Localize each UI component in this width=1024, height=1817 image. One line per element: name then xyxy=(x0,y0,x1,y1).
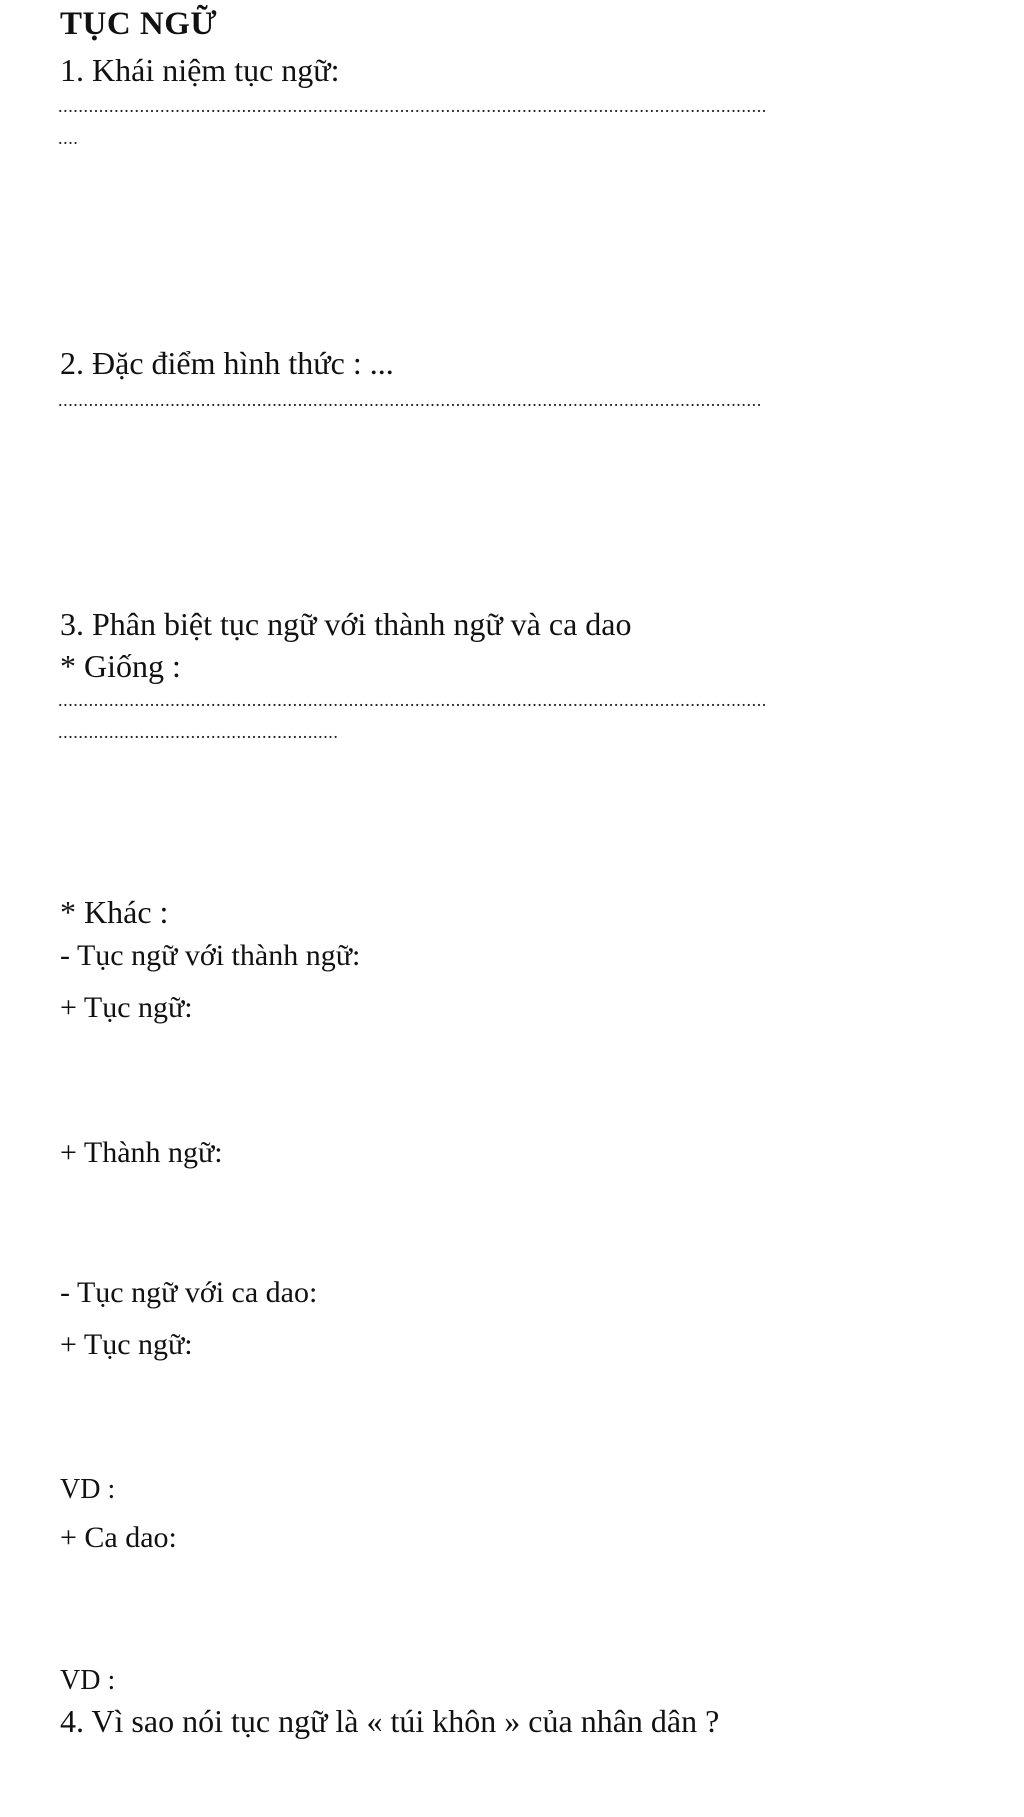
answer-dotted-line: .... xyxy=(58,128,79,148)
proverb-vs-idiom-label: - Tục ngữ với thành ngữ: xyxy=(60,939,361,972)
example-label: VD : xyxy=(60,1665,116,1696)
proverb-item-label: + Tục ngữ: xyxy=(60,991,193,1024)
proverb-item-label: + Tục ngữ: xyxy=(60,1328,193,1361)
folksong-item-label: + Ca dao: xyxy=(60,1521,177,1554)
page-title: TỤC NGỮ xyxy=(60,6,218,42)
similarities-label: * Giống : xyxy=(60,648,181,684)
answer-dotted-line: ........................................................................................................................................... xyxy=(58,96,767,116)
answer-dotted-line: ....................................................... xyxy=(58,722,339,742)
differences-label: * Khác : xyxy=(60,894,169,930)
idiom-item-label: + Thành ngữ: xyxy=(60,1136,223,1169)
proverb-vs-folksong-label: - Tục ngữ với ca dao: xyxy=(60,1276,318,1309)
answer-dotted-line: ........................................................................................................................................... xyxy=(58,690,767,710)
section-4-heading: 4. Vì sao nói tục ngữ là « túi khôn » của nhân dân ? xyxy=(60,1703,720,1739)
section-2-heading: 2. Đặc điểm hình thức : ... xyxy=(60,345,394,381)
example-label: VD : xyxy=(60,1474,116,1505)
section-3-heading: 3. Phân biệt tục ngữ với thành ngữ và ca dao xyxy=(60,606,632,642)
section-1-heading: 1. Khái niệm tục ngữ: xyxy=(60,52,340,88)
answer-dotted-line: .......................................................................................................................................... xyxy=(58,390,762,410)
